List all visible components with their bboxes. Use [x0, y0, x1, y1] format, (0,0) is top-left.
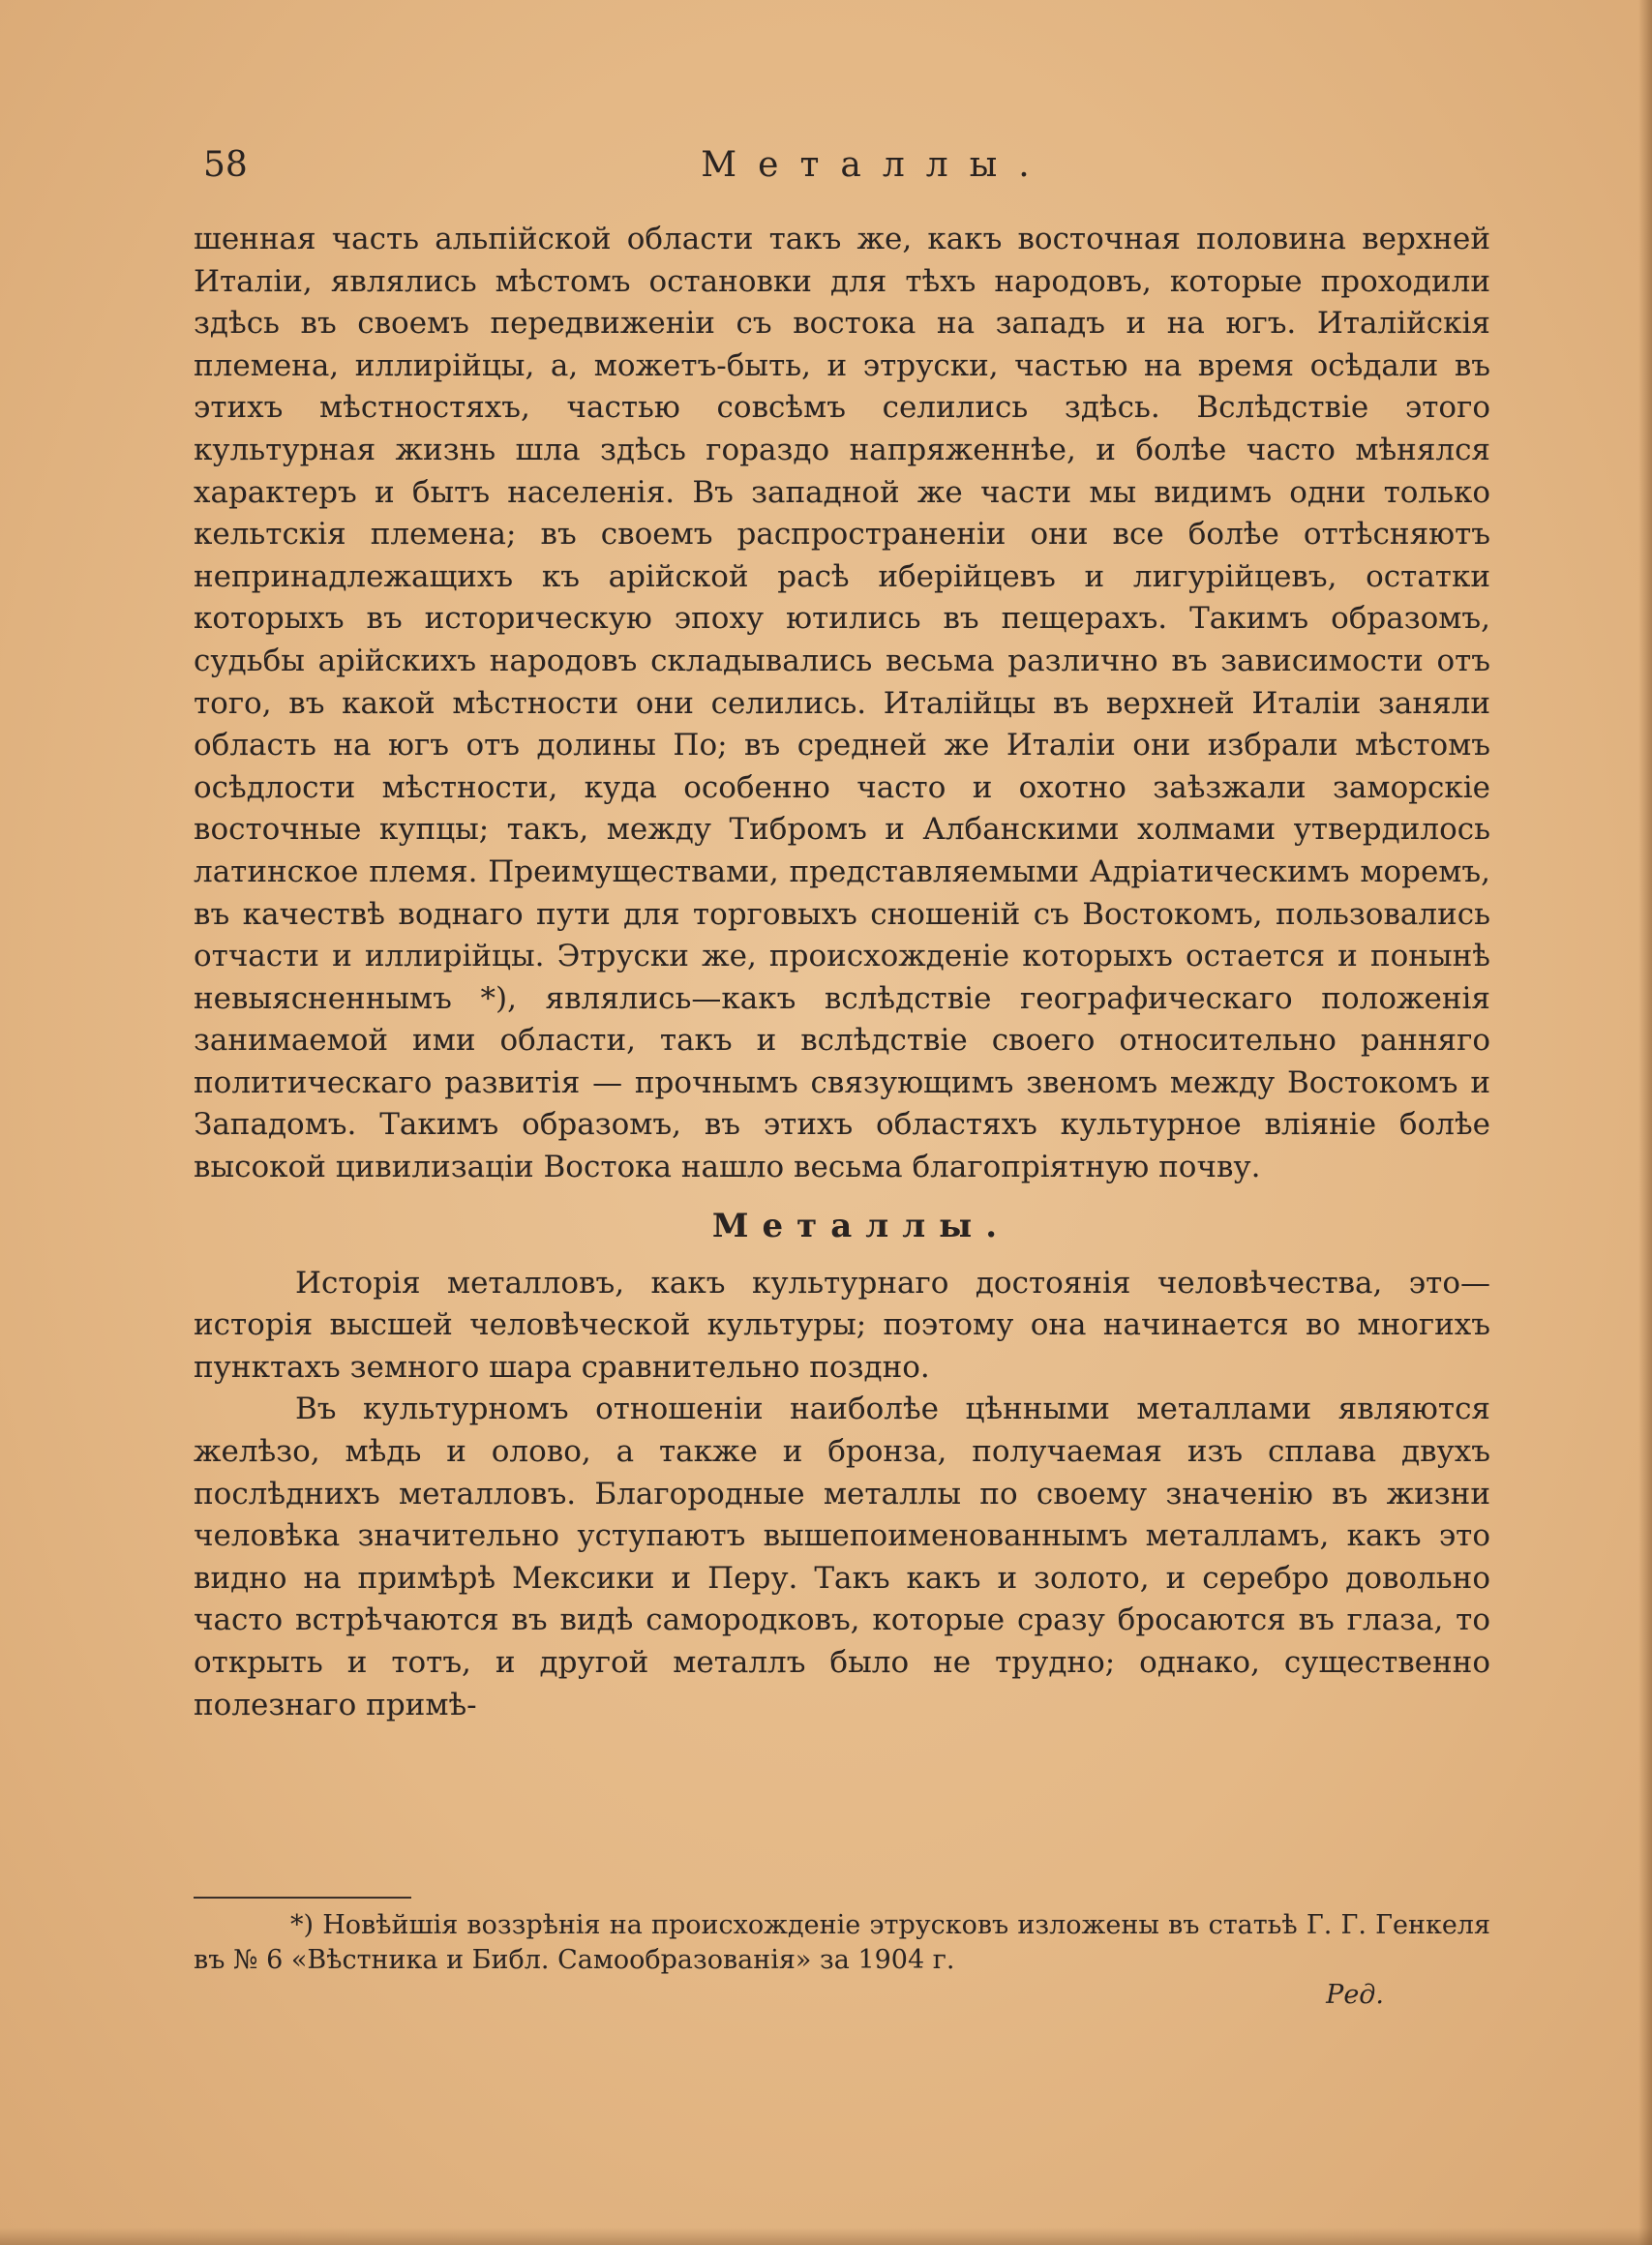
- page-number: 58: [203, 145, 248, 185]
- footnote: [194, 1908, 1490, 2013]
- paragraph-valuable-metals: Въ культурномъ отношенiи наиболѣе цѣнными металлами являются желѣзо, мѣдь и олово, а также и бронза, получаемая изъ сплава двухъ послѣднихъ металловъ. Благородные металлы по своему значенiю въ жизни человѣка значительно уступаютъ вышепоименованнымъ металламъ, какъ это видно на примѣрѣ Мексики и Перу. Такъ какъ и золото, и серебро довольно часто встрѣчаются въ видѣ самородковъ, которые сразу бросаются въ глаза, то открыть и тотъ, и другой металлъ было не трудно; однако, существенно полезнаго примѣ-: [194, 1392, 1490, 1722]
- body-text: [194, 219, 1490, 1726]
- footnote-text: *) Новѣйшiя воззрѣнiя на происхожденiе этрусковъ изложены въ статьѣ Г. Г. Генкеля въ № 6 «Вѣстника и Библ. Самообразованiя» за 1904 г.: [194, 1910, 1490, 1975]
- section-heading: Металлы.: [711, 1206, 1011, 1245]
- paragraph-history-of-metals: Исторiя металловъ, какъ культурнаго достоянiя человѣчества, это—исторiя высшей человѣческой культуры; поэтому она начинается во многихъ пунктахъ земного шара сравнительно поздно.: [194, 1265, 1490, 1385]
- page-edge-shadow-right: [1638, 0, 1652, 2245]
- page-edge-shadow-bottom: [0, 2228, 1652, 2245]
- footnote-signature: Ред.: [1326, 1980, 1384, 2010]
- running-title: Металлы.: [701, 145, 1051, 185]
- page-header: [203, 141, 1490, 190]
- paragraph-continuation: шенная часть альпiйской области такъ же, какъ восточная половина верхней Италiи, являлись мѣстомъ остановки для тѣхъ народовъ, которые проходили здѣсь въ своемъ передвиженiи съ востока на западъ и на югъ. Италiйскiя племена, иллирiйцы, а, можетъ-быть, и этруски, частью на время осѣдали въ этихъ мѣстностяхъ, частью совсѣмъ селились здѣсь. Вслѣдствiе этого культурная жизнь шла здѣсь гораздо напряженнѣе, и болѣе часто мѣнялся характеръ и бытъ населенiя. Въ западной же части мы видимъ одни только кельтскiя племена; въ своемъ распространенiи они все болѣе оттѣсняютъ непринадлежащихъ къ арiйской расѣ иберiйцевъ и лигурiйцевъ, остатки которыхъ въ историческую эпоху ютились въ пещерахъ. Такимъ образомъ, судьбы арiйскихъ народовъ складывались весьма различно въ зависимости отъ того, въ какой мѣстности они селились. Италiйцы въ верхней Италiи заняли область на югъ отъ долины По; въ средней же Италiи они избрали мѣстомъ осѣдлости мѣстности, куда особенно часто и охотно заѣзжали заморскiе восточные купцы; такъ, между Тибромъ и Албанскими холмами утвердилось латинское племя. Преимуществами, представляемыми Адрiатическимъ моремъ, въ качествѣ воднаго пути для торговыхъ сношенiй съ Востокомъ, пользовались отчасти и иллирiйцы. Этруски же, происхожденiе которыхъ остается и понынѣ невыясненнымъ *), являлись—какъ вслѣдствiе географическаго положенiя занимаемой ими области, такъ и вслѣдствiе своего относительно ранняго политическаго развитiя — прочнымъ связующимъ звеномъ между Востокомъ и Западомъ. Такимъ образомъ, въ этихъ областяхъ культурное влiянiе болѣе высокой цивилизацiи Востока нашло весьма благопрiятную почву.: [194, 222, 1490, 1185]
- footnote-rule: [194, 1897, 411, 1899]
